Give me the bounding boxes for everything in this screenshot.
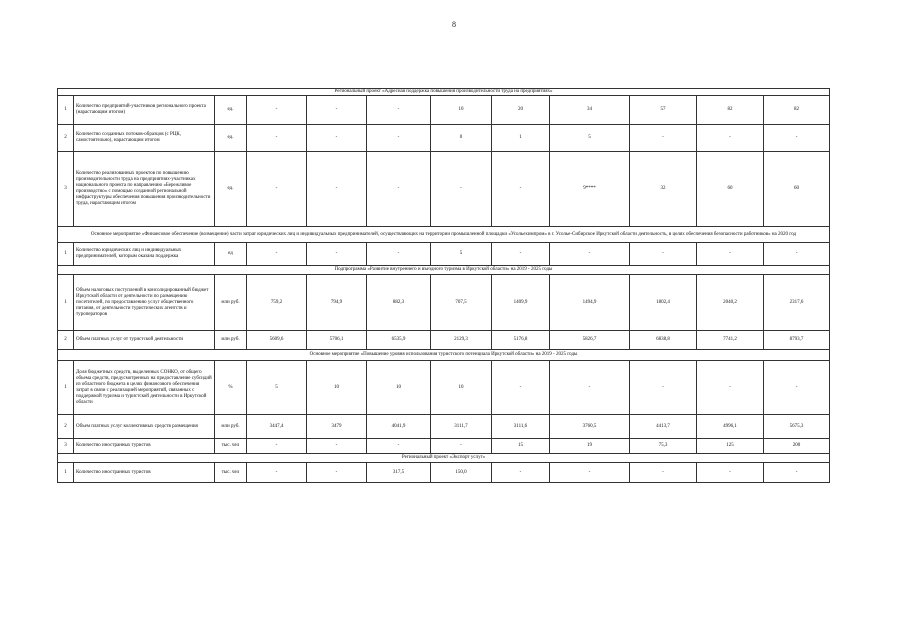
value-cell: - (431, 439, 492, 454)
value-cell: - (247, 463, 307, 483)
value-cell: - (431, 152, 492, 227)
indicator-name: Количество предприятий-участников регионального проекта (нарастающим итогом) (74, 96, 215, 125)
value-cell: 5609,6 (247, 331, 307, 350)
value-cell: 20 (492, 96, 550, 125)
table-row (58, 415, 830, 439)
row-number: 2 (58, 415, 74, 439)
indicator-name: Объем налоговых поступлений в консолидированный бюджет Иркутской области от деятельности по размещению посетителей, по предоставлению услуг общественного питания, от деятельности туристических агентств и туроператоров (74, 275, 215, 331)
value-cell: 10 (307, 361, 367, 415)
value-cell: - (697, 125, 764, 152)
value-cell: 32 (630, 152, 697, 227)
indicator-name: Количество созданных потоков-образцов (с РЦК, самостоятельно), нарастающим итогом (74, 125, 215, 152)
value-cell: - (697, 361, 764, 415)
indicator-name: Количество иностранных туристов (74, 463, 215, 483)
section-title: Подпрограмма «Развитие внутреннего и въездного туризма в Иркутской области» на 2019 - 2025 годы (58, 266, 830, 275)
section-row (58, 350, 830, 361)
value-cell: 1 (492, 125, 550, 152)
value-cell: 7741,2 (697, 331, 764, 350)
value-cell: 82 (697, 96, 764, 125)
indicator-name: Объем платных услуг коллективных средств размещения (74, 415, 215, 439)
value-cell: - (764, 125, 830, 152)
unit-cell: ед (215, 243, 247, 266)
value-cell: - (697, 243, 764, 266)
row-number: 1 (58, 96, 74, 125)
value-cell: 1802,4 (630, 275, 697, 331)
value-cell: - (550, 463, 630, 483)
value-cell: 3447,4 (247, 415, 307, 439)
row-number: 1 (58, 275, 74, 331)
table-row (58, 331, 830, 350)
value-cell: 60 (764, 152, 830, 227)
value-cell: - (492, 152, 550, 227)
row-number: 3 (58, 152, 74, 227)
value-cell: - (247, 125, 307, 152)
value-cell: 34 (550, 96, 630, 125)
indicator-name: Объем платных услуг от туристской деятельности (74, 331, 215, 350)
page-number: 8 (452, 20, 456, 29)
indicator-name: Доля бюджетных средств, выделенных СОНКО, от общего объема средств, предусмотренных на предоставление субсидий из областного бюджета в целях финансового обеспечения затрат в связи с реализацией мероприятий, связанных с поддержкой туризма и туристской деятельности в Иркутской области (74, 361, 215, 415)
value-cell: - (764, 361, 830, 415)
value-cell: 8793,7 (764, 331, 830, 350)
row-number: 2 (58, 125, 74, 152)
value-cell: 4041,9 (367, 415, 431, 439)
section-title: Основное мероприятие «Повышение уровня использования туристского потенциала Иркутской области» на 2019 - 2025 годы (58, 350, 830, 361)
value-cell: 10 (367, 361, 431, 415)
indicator-name: Количество иностранных туристов (74, 439, 215, 454)
unit-cell: ед. (215, 96, 247, 125)
row-number: 3 (58, 439, 74, 454)
value-cell: 125 (697, 439, 764, 454)
unit-cell: млн руб. (215, 415, 247, 439)
value-cell: 707,5 (431, 275, 492, 331)
value-cell: 57 (630, 96, 697, 125)
value-cell: 759,2 (247, 275, 307, 331)
row-number: 1 (58, 463, 74, 483)
row-number: 1 (58, 243, 74, 266)
value-cell: - (307, 463, 367, 483)
value-cell: 3111,6 (492, 415, 550, 439)
value-cell: - (492, 463, 550, 483)
value-cell: - (630, 125, 697, 152)
value-cell: - (367, 243, 431, 266)
value-cell: 2129,3 (431, 331, 492, 350)
value-cell: 6535,9 (367, 331, 431, 350)
indicators-table (57, 88, 830, 483)
value-cell: 3479 (307, 415, 367, 439)
section-row (58, 266, 830, 275)
section-row (58, 227, 830, 243)
table-row (58, 152, 830, 227)
value-cell: - (307, 439, 367, 454)
indicator-name: Количество реализованных проектов по повышению производительности труда на предприятиях-участниках национального проекта по направлению «Бережливое производство» с помощью созданной региональной инфраструктуры обеспечения повышения производительности труда, нарастающим итогом (74, 152, 215, 227)
value-cell: 5675,3 (764, 415, 830, 439)
value-cell: - (630, 243, 697, 266)
value-cell: - (367, 439, 431, 454)
value-cell: 4413,7 (630, 415, 697, 439)
value-cell: 2317,6 (764, 275, 830, 331)
value-cell: - (307, 243, 367, 266)
table-row (58, 243, 830, 266)
value-cell: 1494,9 (550, 275, 630, 331)
section-row (58, 89, 830, 96)
value-cell: 1409,9 (492, 275, 550, 331)
value-cell: - (307, 96, 367, 125)
value-cell: 10 (431, 361, 492, 415)
value-cell: 75,3 (630, 439, 697, 454)
value-cell: 2040,2 (697, 275, 764, 331)
value-cell: - (630, 463, 697, 483)
value-cell: - (550, 243, 630, 266)
value-cell: - (550, 361, 630, 415)
value-cell: 9**** (550, 152, 630, 227)
table-row (58, 96, 830, 125)
value-cell: 6838,8 (630, 331, 697, 350)
row-number: 2 (58, 331, 74, 350)
value-cell: 317,5 (367, 463, 431, 483)
table-row (58, 125, 830, 152)
value-cell: 4996,1 (697, 415, 764, 439)
table-row (58, 275, 830, 331)
value-cell: 882,3 (367, 275, 431, 331)
value-cell: 794,9 (307, 275, 367, 331)
value-cell: - (492, 243, 550, 266)
table-row (58, 463, 830, 483)
value-cell: 5176,8 (492, 331, 550, 350)
value-cell: - (630, 361, 697, 415)
value-cell: 150,0 (431, 463, 492, 483)
value-cell: 5 (247, 361, 307, 415)
value-cell: 3111,7 (431, 415, 492, 439)
unit-cell: млн руб. (215, 331, 247, 350)
section-title: Региональный проект «Экспорт услуг» (58, 454, 830, 463)
value-cell: - (247, 152, 307, 227)
unit-cell: ед. (215, 125, 247, 152)
section-row (58, 454, 830, 463)
value-cell: - (247, 243, 307, 266)
unit-cell: тыс. чел (215, 463, 247, 483)
table-row (58, 439, 830, 454)
value-cell: 19 (550, 439, 630, 454)
section-title: Региональный проект «Адресная поддержка повышения производительности труда на предприятиях» (58, 89, 830, 96)
value-cell: 60 (697, 152, 764, 227)
value-cell: 5 (550, 125, 630, 152)
value-cell: - (367, 152, 431, 227)
value-cell: - (764, 243, 830, 266)
value-cell: 82 (764, 96, 830, 125)
value-cell: - (307, 152, 367, 227)
unit-cell: ед. (215, 152, 247, 227)
unit-cell: тыс. чел (215, 439, 247, 454)
value-cell: - (307, 125, 367, 152)
section-title: Основное мероприятие «Финансовое обеспечение (возмещение) части затрат юридических лиц и индивидуальных предпринимателей, осуществляющих на территории промышленной площадки «Усольехимпром» в г. Усолье-Сибирское Иркутской области деятельность, в целях обеспечения безопасности работников» на 2020 год (58, 227, 830, 243)
unit-cell: % (215, 361, 247, 415)
value-cell: - (697, 463, 764, 483)
value-cell: - (247, 96, 307, 125)
value-cell: - (367, 125, 431, 152)
value-cell: - (764, 463, 830, 483)
value-cell: 5706,1 (307, 331, 367, 350)
unit-cell: млн руб. (215, 275, 247, 331)
value-cell: 5826,7 (550, 331, 630, 350)
table-row (58, 361, 830, 415)
value-cell: - (492, 361, 550, 415)
row-number: 1 (58, 361, 74, 415)
value-cell: - (367, 96, 431, 125)
value-cell: 200 (764, 439, 830, 454)
value-cell: 10 (431, 96, 492, 125)
indicator-name: Количество юридических лиц и индивидуальных предпринимателей, которым оказана поддержка (74, 243, 215, 266)
value-cell: 5 (431, 243, 492, 266)
value-cell: 0 (431, 125, 492, 152)
value-cell: - (247, 439, 307, 454)
value-cell: 3760,5 (550, 415, 630, 439)
value-cell: 15 (492, 439, 550, 454)
